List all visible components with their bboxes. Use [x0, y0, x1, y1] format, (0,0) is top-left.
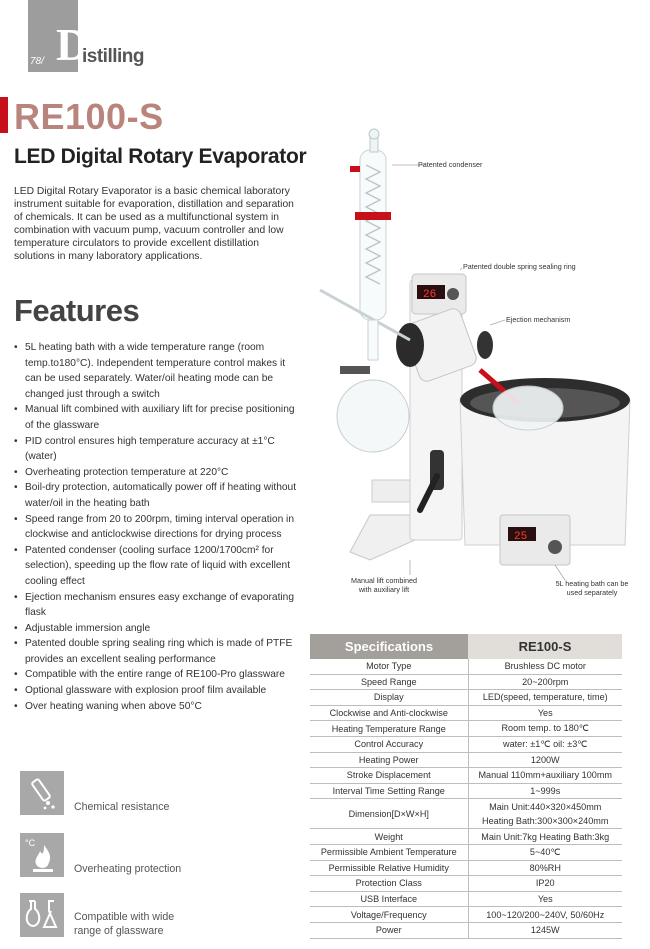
table-row	[310, 844, 622, 860]
feature-item: • Patented double spring sealing ring which is made of PTFE provides an excellent sealing performance	[14, 636, 304, 667]
table-row	[310, 783, 622, 799]
base-plate	[372, 480, 414, 502]
table-row	[310, 799, 622, 829]
table-row	[310, 705, 622, 721]
temperature-knob	[548, 540, 562, 554]
rotary-evaporator-illustration	[300, 120, 645, 615]
glassware-icon	[20, 893, 64, 937]
table-row	[310, 876, 622, 892]
title-accent-bar	[0, 97, 8, 133]
speed-knob	[447, 288, 459, 300]
section-initial: D	[56, 19, 90, 70]
product-model: RE100-S	[14, 96, 164, 137]
callout-lift: Manual lift combined with auxiliary lift	[351, 576, 417, 594]
features-title: Features	[14, 293, 140, 328]
product-name: LED Digital Rotary Evaporator	[14, 145, 307, 168]
callout-sealing-ring: Patented double spring sealing ring	[463, 262, 576, 271]
feature-item: • Compatible with the entire range of RE100-Pro glassware	[14, 667, 304, 683]
spec-value	[468, 799, 622, 829]
section-title: istilling	[82, 46, 144, 67]
spec-header-model: RE100-S	[468, 634, 622, 659]
table-row	[310, 860, 622, 876]
spec-value: water: ±1℃ oil: ±3℃	[468, 736, 622, 752]
table-row	[310, 922, 622, 938]
feature-item: • 5L heating bath with a wide temperature range (room temp.to180°C). Independent temperature control makes it can be used separately. Water/oil heating mode can be changed just through a switch	[14, 340, 304, 402]
feature-item: • Patented condenser (cooling surface 1200/1700cm² for selection), speeding up the flow rate of liquid with excellent cooling effect	[14, 543, 304, 590]
spec-value: Room temp. to 180℃	[468, 721, 622, 737]
feature-item: • Overheating protection temperature at 220°C	[14, 465, 304, 481]
spec-label: Permissible Relative Humidity	[310, 860, 468, 876]
spec-label: Power	[310, 922, 468, 938]
spec-label: Speed Range	[310, 674, 468, 690]
bath-display-value: 25	[514, 531, 528, 543]
joint-clamp	[396, 323, 424, 367]
table-row	[310, 891, 622, 907]
spec-value: 5~40℃	[468, 844, 622, 860]
badge-label: Compatible with wide range of glassware	[74, 911, 175, 937]
spec-value: 80%RH	[468, 860, 622, 876]
feature-item: • Adjustable immersion angle	[14, 621, 304, 637]
spec-label: Motor Type	[310, 659, 468, 674]
spec-value: Manual 110mm+auxiliary 100mm	[468, 768, 622, 784]
spec-value: Yes	[468, 705, 622, 721]
spec-label: Stroke Displacement	[310, 768, 468, 784]
table-row	[310, 659, 622, 674]
page-number: 78/	[30, 56, 44, 67]
base-foot	[350, 515, 415, 560]
table-row	[310, 721, 622, 737]
feature-item: • Ejection mechanism ensures easy exchange of evaporating flask	[14, 590, 304, 621]
table-row	[310, 736, 622, 752]
badge-label: Overheating protection	[74, 863, 182, 875]
badge-label: Chemical resistance	[74, 801, 170, 813]
svg-text:°C: °C	[25, 838, 36, 848]
spec-label: Heating Temperature Range	[310, 721, 468, 737]
evaporating-flask	[493, 386, 563, 430]
spec-header-label: Specifications	[310, 634, 468, 659]
spec-value: LED(speed, temperature, time)	[468, 690, 622, 706]
spec-label: Heating Power	[310, 752, 468, 768]
callout-bath: 5L heating bath can be used separately	[555, 579, 629, 597]
spec-value: IP20	[468, 876, 622, 892]
feature-item: • Boil-dry protection, automatically power off if heating without water/oil in the heating bath	[14, 480, 304, 511]
spec-label: Voltage/Frequency	[310, 907, 468, 923]
features-list	[14, 340, 304, 714]
spec-value-line: Heating Bath:300×300×240mm	[482, 815, 609, 826]
table-row	[310, 752, 622, 768]
spec-value: Yes	[468, 891, 622, 907]
spec-value: 100~120/200~240V, 50/60Hz	[468, 907, 622, 923]
spec-label: USB Interface	[310, 891, 468, 907]
spec-label: Display	[310, 690, 468, 706]
spec-label: Dimension[D×W×H]	[310, 799, 468, 829]
table-row	[310, 768, 622, 784]
receiving-flask	[337, 380, 409, 452]
feature-item: • PID control ensures high temperature accuracy at ±1°C (water)	[14, 434, 304, 465]
spec-label: Clockwise and Anti-clockwise	[310, 705, 468, 721]
product-description: LED Digital Rotary Evaporator is a basic chemical laboratory instrument suitable for evaporation, distillation and separation of chemicals. It can be used as a multifunctional system in combination with vacuum pump, vacuum controller and low temperature circulators to provide excellent distillation solutions in many laboratory applications.	[14, 186, 294, 262]
feature-item: • Optional glassware with explosion proof film available	[14, 683, 304, 699]
feature-item: • Over heating waning when above 50°C	[14, 699, 304, 715]
spec-value: Brushless DC motor	[468, 659, 622, 674]
spec-value: 20~200rpm	[468, 674, 622, 690]
condenser-clamp	[355, 212, 391, 220]
spec-label: Interval Time Setting Range	[310, 783, 468, 799]
top-display-value: 26	[423, 289, 437, 301]
spec-label: Control Accuracy	[310, 736, 468, 752]
spec-value-line: Main Unit:440×320×450mm	[489, 801, 602, 812]
table-row	[310, 907, 622, 923]
specifications-table	[310, 634, 622, 939]
table-row	[310, 674, 622, 690]
callout-condenser: Patented condenser	[418, 160, 483, 169]
chemical-resistance-icon	[20, 771, 64, 815]
spec-label: Permissible Ambient Temperature	[310, 844, 468, 860]
feature-item: • Speed range from 20 to 200rpm, timing interval operation in clockwise and anticlockwise directions for drying process	[14, 512, 304, 543]
spec-value: 1200W	[468, 752, 622, 768]
feature-item: • Manual lift combined with auxiliary lift for precise positioning of the glassware	[14, 402, 304, 433]
flask-clip	[340, 366, 370, 374]
ejection-knob	[477, 331, 493, 359]
spec-label: Protection Class	[310, 876, 468, 892]
table-row	[310, 829, 622, 845]
table-row	[310, 690, 622, 706]
spec-value: 1~999s	[468, 783, 622, 799]
overheating-protection-icon	[20, 833, 64, 877]
spec-value: Main Unit:7kg Heating Bath:3kg	[468, 829, 622, 845]
callout-ejection: Ejection mechanism	[506, 315, 571, 324]
spec-label: Weight	[310, 829, 468, 845]
spec-value: 1245W	[468, 922, 622, 938]
